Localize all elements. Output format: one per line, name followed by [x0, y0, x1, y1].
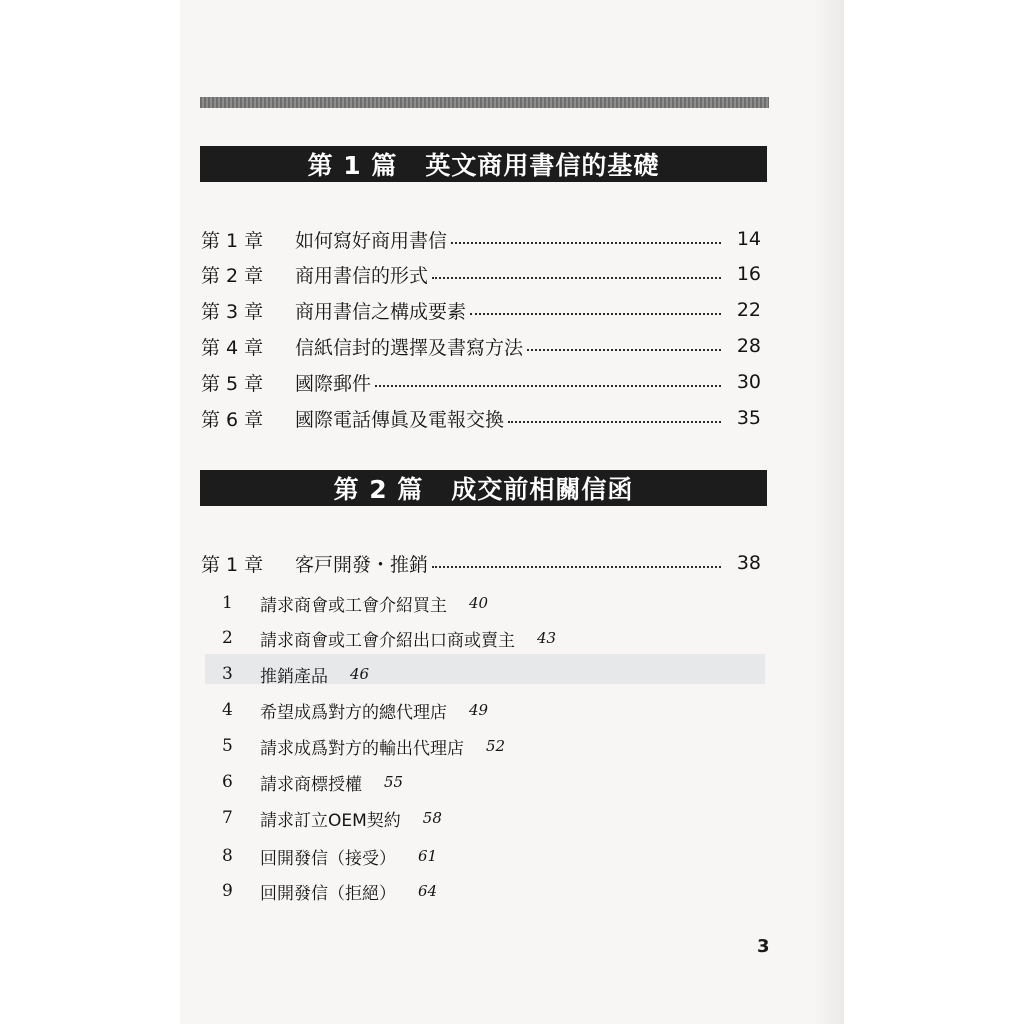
page-number: 14 [736, 228, 761, 250]
toc-entry-part1-ch2[interactable] [201, 259, 761, 289]
page-number: 30 [736, 371, 761, 393]
section-title: 回開發信（拒絕） [260, 883, 396, 904]
toc-section-3[interactable] [222, 659, 369, 689]
section-number: 5 [222, 736, 233, 756]
chapter-label: 第 4 章 [201, 336, 264, 359]
dot-leader [527, 349, 721, 351]
dot-leader [432, 566, 721, 568]
section-page: 40 [469, 594, 489, 612]
section-page: 52 [486, 737, 506, 755]
section-page: 58 [422, 809, 442, 827]
page-number: 28 [736, 335, 761, 357]
toc-section-6[interactable] [222, 767, 403, 797]
part-1-number: 第 1 篇 [307, 151, 398, 180]
toc-section-9[interactable] [222, 876, 437, 906]
dot-leader [432, 277, 721, 279]
chapter-title: 客戸開發・推銷 [295, 553, 429, 576]
section-page: 49 [469, 701, 489, 719]
page-edge-shadow [814, 0, 844, 1024]
page-folio: 3 [757, 936, 770, 957]
toc-entry-part1-ch5[interactable] [201, 367, 761, 397]
toc-entry-part2-ch1[interactable] [201, 548, 761, 578]
section-page: 64 [418, 882, 438, 900]
section-page: 55 [384, 773, 404, 791]
page-number: 16 [736, 263, 761, 285]
chapter-label: 第 1 章 [201, 553, 264, 576]
part-2-number: 第 2 篇 [333, 475, 424, 504]
part-2-banner [200, 470, 767, 506]
section-number: 7 [222, 808, 233, 828]
chapter-label: 第 3 章 [201, 300, 264, 323]
dot-leader [375, 385, 721, 387]
section-number: 2 [222, 628, 233, 648]
section-title: 請求商會或工會介紹出口商或賣主 [260, 630, 515, 651]
chapter-label: 第 2 章 [201, 264, 264, 287]
section-number: 4 [222, 700, 233, 720]
section-number: 1 [222, 593, 233, 613]
section-title: 推銷產品 [260, 666, 328, 687]
chapter-title: 國際電話傳眞及電報交換 [295, 408, 505, 431]
part-2-title: 成交前相關信函 [451, 475, 634, 504]
chapter-title: 信紙信封的選擇及書寫方法 [295, 336, 524, 359]
section-page: 43 [537, 629, 557, 647]
chapter-label: 第 1 章 [201, 229, 264, 252]
section-page: 46 [350, 665, 370, 683]
toc-entry-part1-ch3[interactable] [201, 295, 761, 325]
toc-section-5[interactable] [222, 731, 505, 761]
section-title: 回開發信（接受） [260, 848, 396, 869]
section-title: 請求訂立OEM契約 [260, 810, 401, 831]
section-title: 請求成爲對方的輸出代理店 [260, 738, 464, 759]
toc-entry-part1-ch6[interactable] [201, 403, 761, 433]
chapter-title: 國際郵件 [295, 372, 372, 395]
dot-leader [451, 242, 721, 244]
toc-section-2[interactable] [222, 623, 556, 653]
page-number: 22 [736, 299, 761, 321]
page-number: 38 [736, 552, 761, 574]
chapter-label: 第 6 章 [201, 408, 264, 431]
section-page: 61 [418, 847, 438, 865]
section-title: 希望成爲對方的總代理店 [260, 702, 447, 723]
toc-section-1[interactable] [222, 588, 488, 618]
chapter-label: 第 5 章 [201, 372, 264, 395]
toc-entry-part1-ch4[interactable] [201, 331, 761, 361]
part-1-banner [200, 146, 767, 182]
section-number: 3 [222, 664, 233, 684]
dot-leader [470, 313, 721, 315]
section-number: 6 [222, 772, 233, 792]
toc-entry-part1-ch1[interactable] [201, 224, 761, 254]
dot-leader [508, 421, 721, 423]
toc-section-7[interactable] [222, 803, 442, 833]
page-number: 35 [736, 407, 761, 429]
chapter-title: 商用書信之構成要素 [295, 300, 467, 323]
section-title: 請求商會或工會介紹買主 [260, 595, 447, 616]
chapter-title: 如何寫好商用書信 [295, 229, 448, 252]
toc-section-8[interactable] [222, 841, 437, 871]
part-1-title: 英文商用書信的基礎 [425, 151, 660, 180]
toc-section-4[interactable] [222, 695, 488, 725]
section-number: 8 [222, 846, 233, 866]
chapter-title: 商用書信的形式 [295, 264, 429, 287]
section-title: 請求商標授權 [260, 774, 362, 795]
header-rule [200, 97, 769, 108]
section-number: 9 [222, 881, 233, 901]
